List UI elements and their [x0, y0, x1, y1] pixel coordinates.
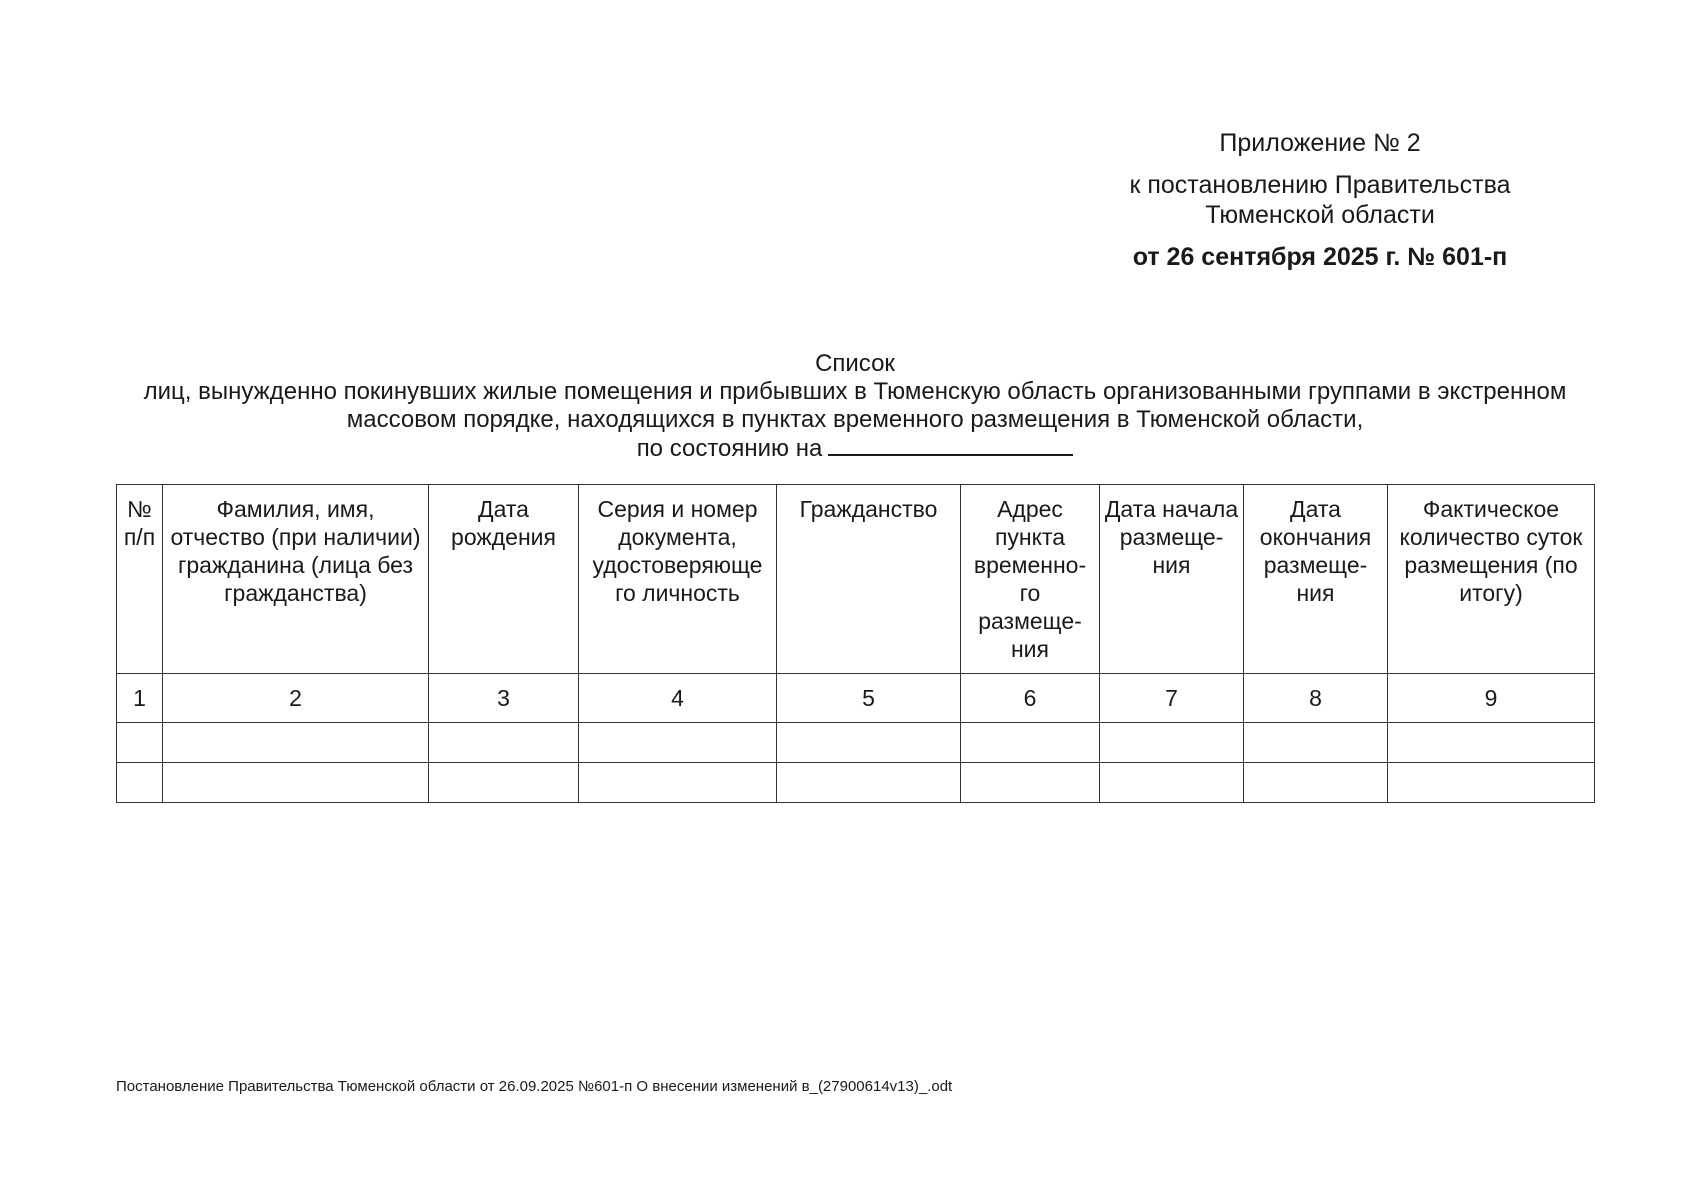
- column-number: 9: [1388, 674, 1595, 723]
- table-cell: [163, 763, 429, 803]
- column-header: Фамилия, имя, отчество (при наличии) гражданина (лица без гражданства): [163, 485, 429, 674]
- column-number: 8: [1244, 674, 1388, 723]
- heading-line3: по состоянию на: [636, 435, 823, 462]
- column-number-row: [117, 674, 1595, 723]
- table-row: [117, 763, 1595, 803]
- appendix-block: [1090, 128, 1550, 272]
- table-cell: [1388, 723, 1595, 763]
- column-number: 5: [777, 674, 961, 723]
- document-heading: [100, 350, 1610, 463]
- column-header: Адрес пункта временно- го размеще- ния: [961, 485, 1100, 674]
- table-header-row: [117, 485, 1595, 674]
- table-cell: [1388, 763, 1595, 803]
- table-cell: [429, 723, 579, 763]
- table-cell: [579, 763, 777, 803]
- column-number: 3: [429, 674, 579, 723]
- appendix-date: от 26 сентября 2025 г. № 601-п: [1132, 243, 1508, 271]
- column-header: Гражданство: [777, 485, 961, 674]
- table-cell: [579, 723, 777, 763]
- appendix-number: Приложение № 2: [1219, 129, 1421, 157]
- column-number: 1: [117, 674, 163, 723]
- persons-table: [116, 484, 1595, 803]
- appendix-decree-line1: к постановлению Правительства: [1129, 171, 1511, 199]
- column-number: 2: [163, 674, 429, 723]
- column-header: Дата рождения: [429, 485, 579, 674]
- heading-line1: лиц, вынужденно покинувших жилые помещения и прибывших в Тюменскую область организованными группами в экстренном: [143, 378, 1567, 405]
- column-header: Дата начала размеще- ния: [1100, 485, 1244, 674]
- table-cell: [777, 763, 961, 803]
- table-cell: [117, 723, 163, 763]
- column-header: № п/п: [117, 485, 163, 674]
- heading-line2: массовом порядке, находящихся в пунктах временного размещения в Тюменской области,: [346, 406, 1364, 433]
- column-header: Дата окончания размеще- ния: [1244, 485, 1388, 674]
- heading-line3-wrap: [100, 434, 1610, 463]
- appendix-decree-line2: Тюменской области: [1205, 201, 1435, 229]
- table-cell: [777, 723, 961, 763]
- table-row: [117, 723, 1595, 763]
- column-number: 7: [1100, 674, 1244, 723]
- date-blank-line: [828, 434, 1073, 456]
- table-cell: [1100, 723, 1244, 763]
- column-header: Фактическое количество суток размещения (по итогу): [1388, 485, 1595, 674]
- column-number: 6: [961, 674, 1100, 723]
- document-footer: Постановление Правительства Тюменской области от 26.09.2025 №601-п О внесении изменений в_(27900614v13)_.odt: [116, 1078, 953, 1095]
- column-number: 4: [579, 674, 777, 723]
- table-cell: [429, 763, 579, 803]
- heading-title: Список: [815, 350, 895, 377]
- table-cell: [163, 723, 429, 763]
- table-cell: [117, 763, 163, 803]
- column-header: Серия и номер документа, удостоверяюще го личность: [579, 485, 777, 674]
- table-cell: [1244, 763, 1388, 803]
- table-cell: [1244, 723, 1388, 763]
- table-cell: [961, 723, 1100, 763]
- table-cell: [1100, 763, 1244, 803]
- table-cell: [961, 763, 1100, 803]
